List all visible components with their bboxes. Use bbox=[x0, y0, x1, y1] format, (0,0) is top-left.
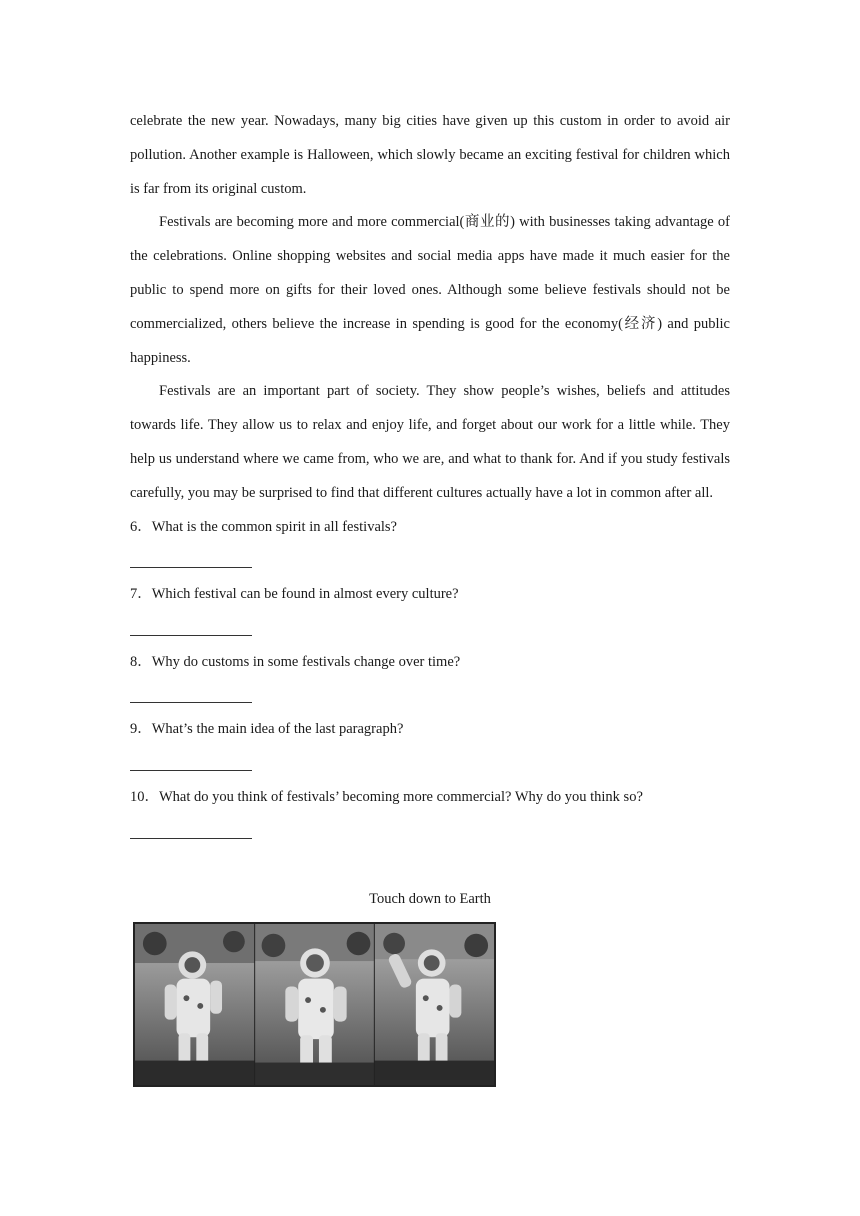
paragraph-3: Festivals are an important part of society. They show people’s wishes, beliefs and attitudes towards life. They allow us to relax and enjoy life, and forget about our work for a little while. They help us understand where we came from, who we are, and what to thank for. And if you study festivals carefully, you may be surprised to find that different cultures actually have a lot in common after all. bbox=[130, 383, 730, 501]
question-9 bbox=[130, 713, 730, 747]
question-text: Which festival can be found in almost every culture? bbox=[151, 586, 459, 603]
question-number: 7． bbox=[130, 586, 152, 603]
question-number: 9． bbox=[130, 721, 152, 738]
astronaut-photos-image bbox=[135, 924, 494, 1085]
question-number: 6． bbox=[130, 518, 152, 535]
question-number: 10． bbox=[130, 788, 159, 805]
photo-panel-1 bbox=[135, 924, 255, 1085]
section-title: Touch down to Earth bbox=[369, 891, 491, 907]
question-text: What’s the main idea of the last paragraph? bbox=[151, 721, 404, 738]
answer-blank-8[interactable] bbox=[130, 680, 252, 714]
question-text: What do you think of festivals’ becoming more commercial? Why do you think so? bbox=[159, 788, 643, 805]
paragraph-2: Festivals are becoming more and more commercial(商业的) with businesses taking advantage of the celebrations. Online shopping websites and social media apps have made it much easier for the public to spend more on gifts for their loved ones. Although some believe festivals should not be commercialized, others believe the increase in spending is good for the economy(经济) and public happiness. bbox=[130, 214, 730, 366]
reading-passage bbox=[130, 105, 730, 849]
answer-blank-6[interactable] bbox=[130, 544, 252, 578]
astronaut-photo-strip bbox=[133, 922, 496, 1087]
question-8 bbox=[130, 646, 730, 680]
photo-panel-2 bbox=[255, 924, 375, 1085]
photo-panel-3 bbox=[374, 924, 494, 1085]
answer-blank-10[interactable] bbox=[130, 815, 252, 849]
answer-blank-7[interactable] bbox=[130, 612, 252, 646]
paragraph-1: celebrate the new year. Nowadays, many big cities have given up this custom in order to avoid air pollution. Another example is Halloween, which slowly became an exciting festival for children which is far from its original custom. bbox=[130, 113, 730, 197]
question-number: 8． bbox=[130, 653, 152, 670]
question-text: Why do customs in some festivals change over time? bbox=[151, 653, 461, 670]
answer-blank-9[interactable] bbox=[130, 747, 252, 781]
question-7 bbox=[130, 578, 730, 612]
question-10 bbox=[130, 781, 730, 815]
question-text: What is the common spirit in all festivals? bbox=[151, 518, 397, 535]
question-6 bbox=[130, 511, 730, 545]
